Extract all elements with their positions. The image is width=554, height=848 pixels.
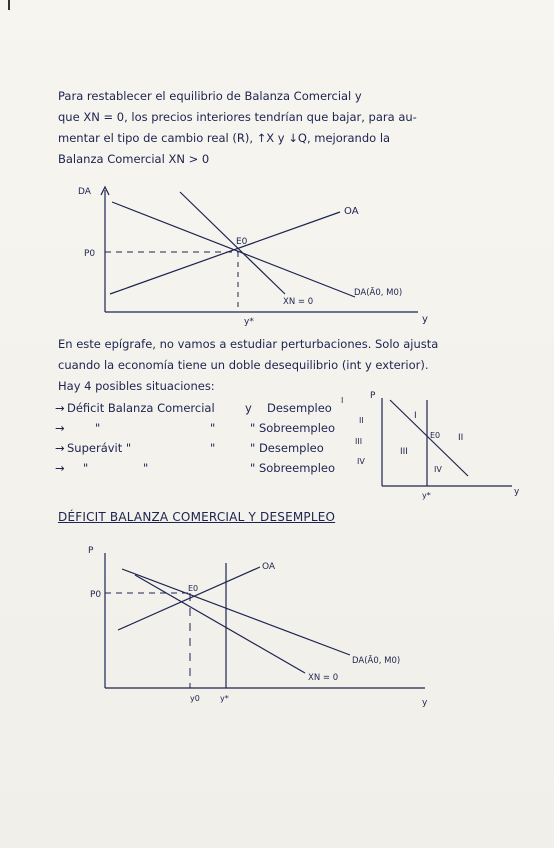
region-I: I — [414, 411, 417, 421]
region-II: II — [458, 433, 464, 443]
region-III: III — [400, 447, 408, 457]
text-line: cuando la economía tiene un doble desequilibrio (int y exterior). — [58, 358, 429, 372]
curve-xn — [180, 192, 285, 294]
curve-da-label: DA(Ā0, M0) — [354, 288, 403, 298]
y-axis-label: P — [370, 391, 376, 401]
graph-equilibrium — [70, 182, 430, 332]
x-tick-ystar: y* — [244, 317, 254, 327]
equilibrium-label: E0 — [236, 237, 248, 247]
x-tick-ystar: y* — [220, 694, 229, 703]
curve-da — [122, 569, 350, 655]
text-line: Balanza Comercial XN > 0 — [58, 152, 210, 166]
region-IV: IV — [434, 465, 442, 474]
equilibrium-label: E0 — [430, 431, 441, 440]
x-tick-y0: y0 — [190, 694, 200, 703]
x-axis-label: y — [422, 314, 428, 325]
curve-da — [112, 202, 355, 297]
text-line: que XN = 0, los precios interiores tendrían que bajar, para au- — [58, 110, 417, 124]
text-line: mentar el tipo de cambio real (R), ↑X y ↓Q, mejorando la — [58, 131, 391, 145]
text-line: Para restablecer el equilibrio de Balanza Comercial y — [58, 89, 362, 103]
xn-zero-line — [390, 400, 468, 476]
y-axis-label: DA — [78, 187, 91, 197]
paragraph-intro — [58, 86, 528, 170]
price-tick-label: P0 — [84, 249, 96, 259]
section-heading: DÉFICIT BALANZA COMERCIAL Y DESEMPLEO — [58, 510, 336, 524]
y-axis-label: P — [88, 546, 94, 556]
page-edge-mark — [8, 0, 10, 10]
curve-xn-label: XN = 0 — [283, 297, 314, 307]
curve-xn-label: XN = 0 — [308, 673, 339, 683]
curve-oa-label: OA — [262, 562, 276, 572]
graph-deficit-unemployment — [80, 545, 440, 710]
curve-oa — [118, 567, 260, 630]
curve-oa-label: OA — [344, 206, 359, 217]
text-line: Hay 4 posibles situaciones: — [58, 379, 215, 393]
curve-xn — [135, 575, 305, 673]
x-axis-label: y — [514, 487, 520, 497]
notebook-page: Para restablecer el equilibrio de Balanza Comercial y que XN = 0, los precios interiores tendrían que bajar, para au- mentar el tipo de cambio real (R), ↑X y ↓Q, mejorando la Balanza Comercial XN > 0 DA y P0 E0 OA XN = 0 DA(Ā0, M0) y* En este epígrafe, no vamos a estudiar perturbaciones. Solo ajusta cuando la economía tiene un doble desequilibrio (int y exterior). Hay 4 posibles situaciones: → Déficit Balanza Comercial y Desempleo I → " " " Sobreempleo II → Superávit " " " Desempleo III → " " " Sobreempleo IV P y I II III IV E0 y* DÉFICIT BALANZA COMERCIAL Y DESEMPLEO P y P0 E0 OA DA(Ā0, M0) XN = 0 y0 y* — [0, 0, 554, 848]
graph-quadrants — [372, 388, 522, 500]
curve-oa — [110, 212, 340, 294]
price-tick-label: P0 — [90, 590, 102, 600]
curve-da-label: DA(Ā0, M0) — [352, 656, 401, 666]
equilibrium-label: E0 — [188, 584, 199, 593]
x-axis-label: y — [422, 698, 428, 708]
x-tick-ystar: y* — [422, 491, 431, 500]
text-line: En este epígrafe, no vamos a estudiar perturbaciones. Solo ajusta — [58, 337, 439, 351]
